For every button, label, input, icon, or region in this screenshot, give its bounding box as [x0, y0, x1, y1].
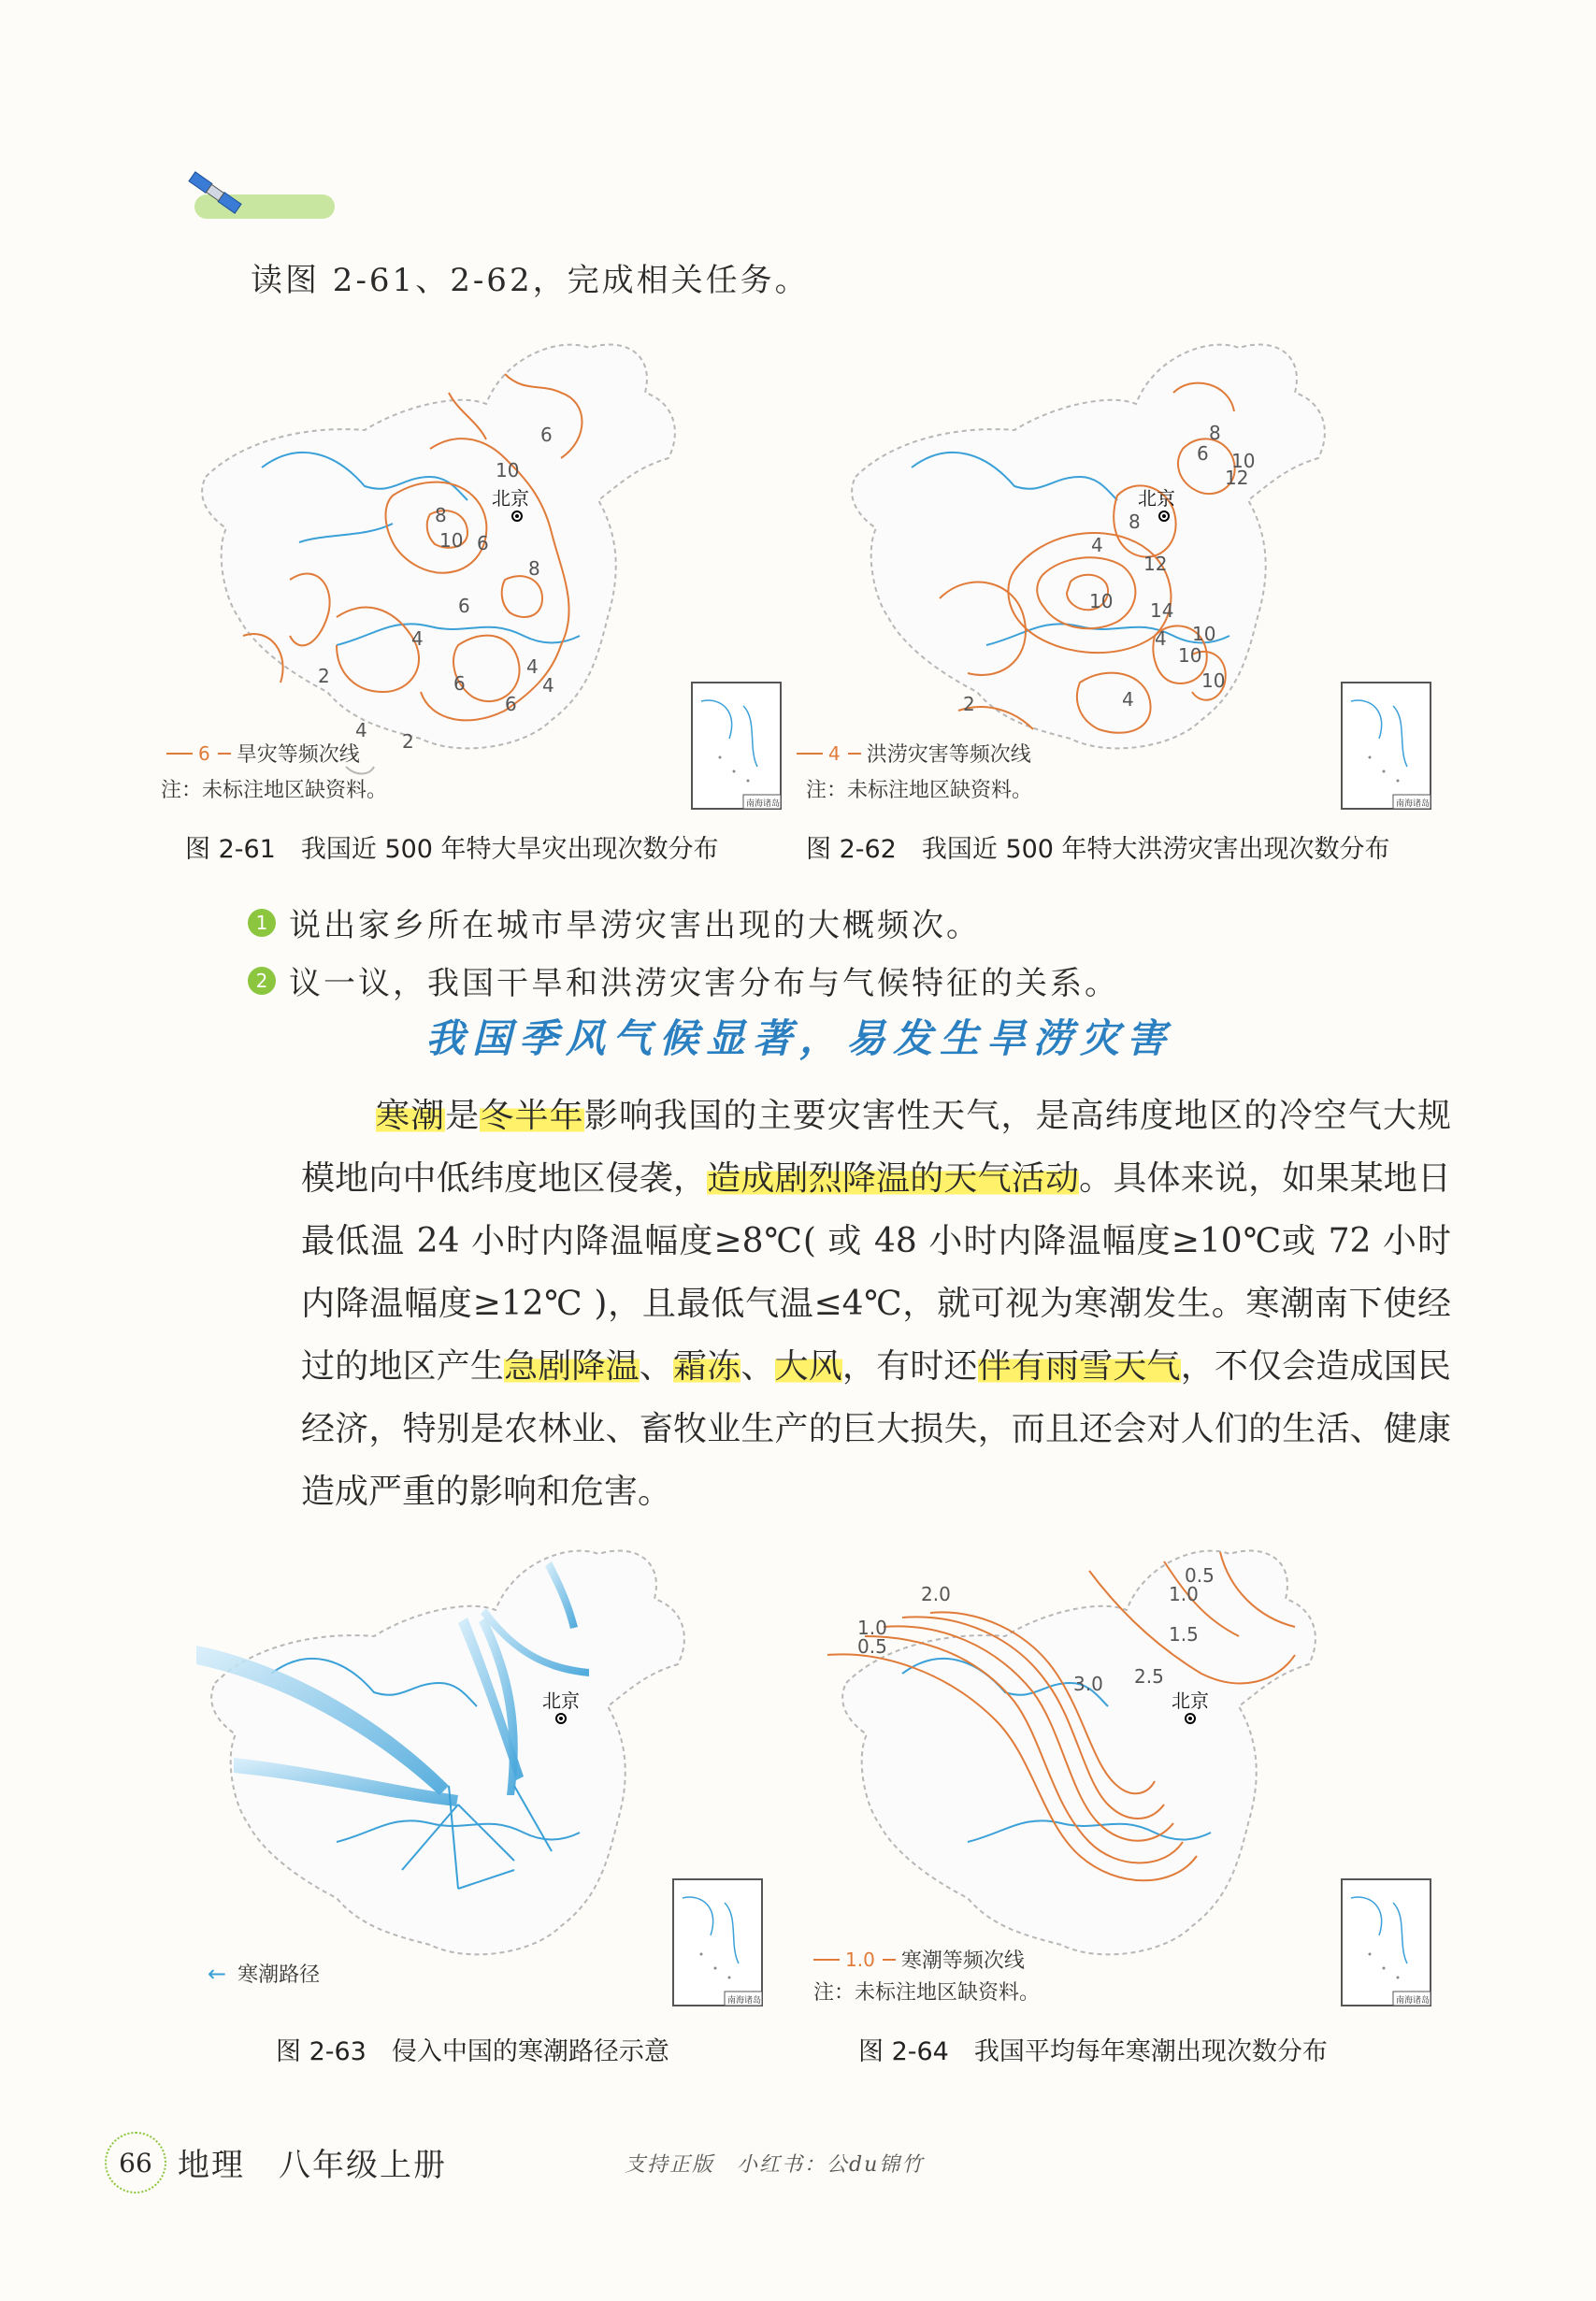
china-outline	[852, 345, 1325, 749]
svg-text:4: 4	[1091, 534, 1103, 556]
fig64-caption: 图 2-64 我国平均每年寒潮出现次数分布	[858, 2037, 1328, 2066]
arrow-left-icon: ←	[208, 1960, 227, 1987]
svg-text:8: 8	[1129, 511, 1141, 533]
inset-map	[1342, 1879, 1431, 2006]
city-label: 北京	[1172, 1690, 1209, 1712]
svg-text:2: 2	[318, 665, 330, 687]
fig61-caption: 图 2-61 我国近 500 年特大旱灾出现次数分布	[185, 835, 719, 864]
svg-text:2.0: 2.0	[921, 1583, 951, 1605]
svg-text:6: 6	[1197, 442, 1209, 465]
body-paragraph: 寒潮是冬半年影响我国的主要灾害性天气，是高纬度地区的冷空气大规模地向中低纬度地区侵袭，造成剧烈降温的天气活动。具体来说，如果某地日最低温 24 小时内降温幅度≥8℃( 或 48 小时内降温幅度≥10℃或 72 小时内降温幅度≥12℃ )，且最低气温≤4℃，就可视为寒潮发生。寒潮南下使经过的地区产生急剧降温、霜冻、大风，有时还伴有雨雪天气，不仅会造成国民经济，特别是农林业、畜牧业生产的巨大损失，而且还会对人们的生活、健康造成严重的影响和危害。	[301, 1097, 1451, 1511]
svg-text:10: 10	[1178, 644, 1202, 667]
svg-text:0.5: 0.5	[1185, 1564, 1215, 1587]
task-number-badge: 1	[248, 909, 276, 937]
svg-text:3.0: 3.0	[1073, 1673, 1103, 1695]
city-label: 北京	[1138, 487, 1175, 510]
fig62-note: 注：未标注地区缺资料。	[806, 779, 1033, 802]
china-outline	[842, 1551, 1316, 1955]
svg-text:2: 2	[963, 693, 975, 715]
figure-2-63	[178, 1533, 776, 2020]
city-label: 北京	[492, 487, 529, 510]
svg-text:6: 6	[458, 595, 470, 617]
svg-text:1.0: 1.0	[857, 1617, 887, 1639]
inset-map	[673, 1879, 762, 2006]
svg-text:2: 2	[402, 730, 414, 753]
svg-text:8: 8	[528, 557, 540, 580]
svg-text:10: 10	[1192, 623, 1216, 645]
inset-label: 南海诸岛	[746, 799, 781, 809]
svg-text:8: 8	[1209, 422, 1221, 444]
svg-text:8: 8	[435, 504, 447, 526]
svg-text:4: 4	[1122, 688, 1134, 711]
fig63-caption: 图 2-63 侵入中国的寒潮路径示意	[276, 2037, 669, 2066]
svg-text:10: 10	[439, 529, 464, 552]
page-number: 66	[105, 2132, 166, 2193]
svg-text:1.0: 1.0	[1169, 1583, 1199, 1605]
inset-map	[692, 683, 781, 809]
fig63-legend: ← 寒潮路径	[208, 1960, 321, 1987]
section-title: 我国季风气候显著，易发生旱涝灾害	[425, 1015, 1174, 1061]
inset-label: 南海诸岛	[727, 1996, 762, 2006]
svg-text:10: 10	[496, 459, 520, 482]
fig62-caption: 图 2-62 我国近 500 年特大洪涝灾害出现次数分布	[806, 835, 1390, 864]
watermark-text: 支持正版 小红书：公du锦竹	[625, 2153, 925, 2177]
svg-text:10: 10	[1089, 590, 1114, 612]
inset-label: 南海诸岛	[1396, 799, 1431, 809]
svg-text:0.5: 0.5	[857, 1635, 887, 1658]
inset-map	[1342, 683, 1431, 809]
fig64-legend: 1.0 寒潮等频次线	[813, 1945, 1025, 1974]
china-outline	[211, 1551, 684, 1955]
city-label: 北京	[542, 1690, 580, 1712]
intro-text: 读图 2-61、2-62，完成相关任务。	[251, 262, 810, 299]
svg-text:12: 12	[1225, 467, 1249, 489]
svg-text:6: 6	[477, 532, 489, 554]
fig61-note: 注：未标注地区缺资料。	[161, 779, 388, 802]
inset-label: 南海诸岛	[1396, 1996, 1431, 2006]
svg-text:4: 4	[411, 627, 424, 650]
svg-text:4: 4	[355, 719, 367, 741]
fig61-legend: 6 旱灾等频次线	[166, 739, 360, 768]
svg-text:1.5: 1.5	[1169, 1623, 1199, 1646]
svg-text:10: 10	[1231, 450, 1256, 472]
svg-text:6: 6	[540, 424, 553, 446]
task-item-2: 2 议一议，我国干旱和洪涝灾害分布与气候特征的关系。	[248, 957, 1119, 1003]
fig64-note: 注：未标注地区缺资料。	[813, 1981, 1041, 2005]
task-item-1: 1 说出家乡所在城市旱涝灾害出现的大概频次。	[248, 899, 981, 945]
task-number-badge: 2	[248, 967, 276, 995]
fig62-legend: 4 洪涝灾害等频次线	[797, 739, 1031, 768]
svg-text:14: 14	[1150, 599, 1174, 622]
svg-text:2.5: 2.5	[1134, 1665, 1164, 1688]
satellite-icon	[176, 168, 335, 224]
svg-text:6: 6	[505, 693, 517, 715]
svg-text:12: 12	[1143, 553, 1168, 575]
svg-text:4: 4	[1155, 627, 1167, 650]
book-title: 地理 八年级上册	[178, 2147, 447, 2184]
svg-text:4: 4	[542, 674, 554, 697]
svg-text:4: 4	[526, 655, 539, 678]
svg-text:10: 10	[1201, 669, 1226, 692]
svg-text:6: 6	[453, 672, 466, 695]
